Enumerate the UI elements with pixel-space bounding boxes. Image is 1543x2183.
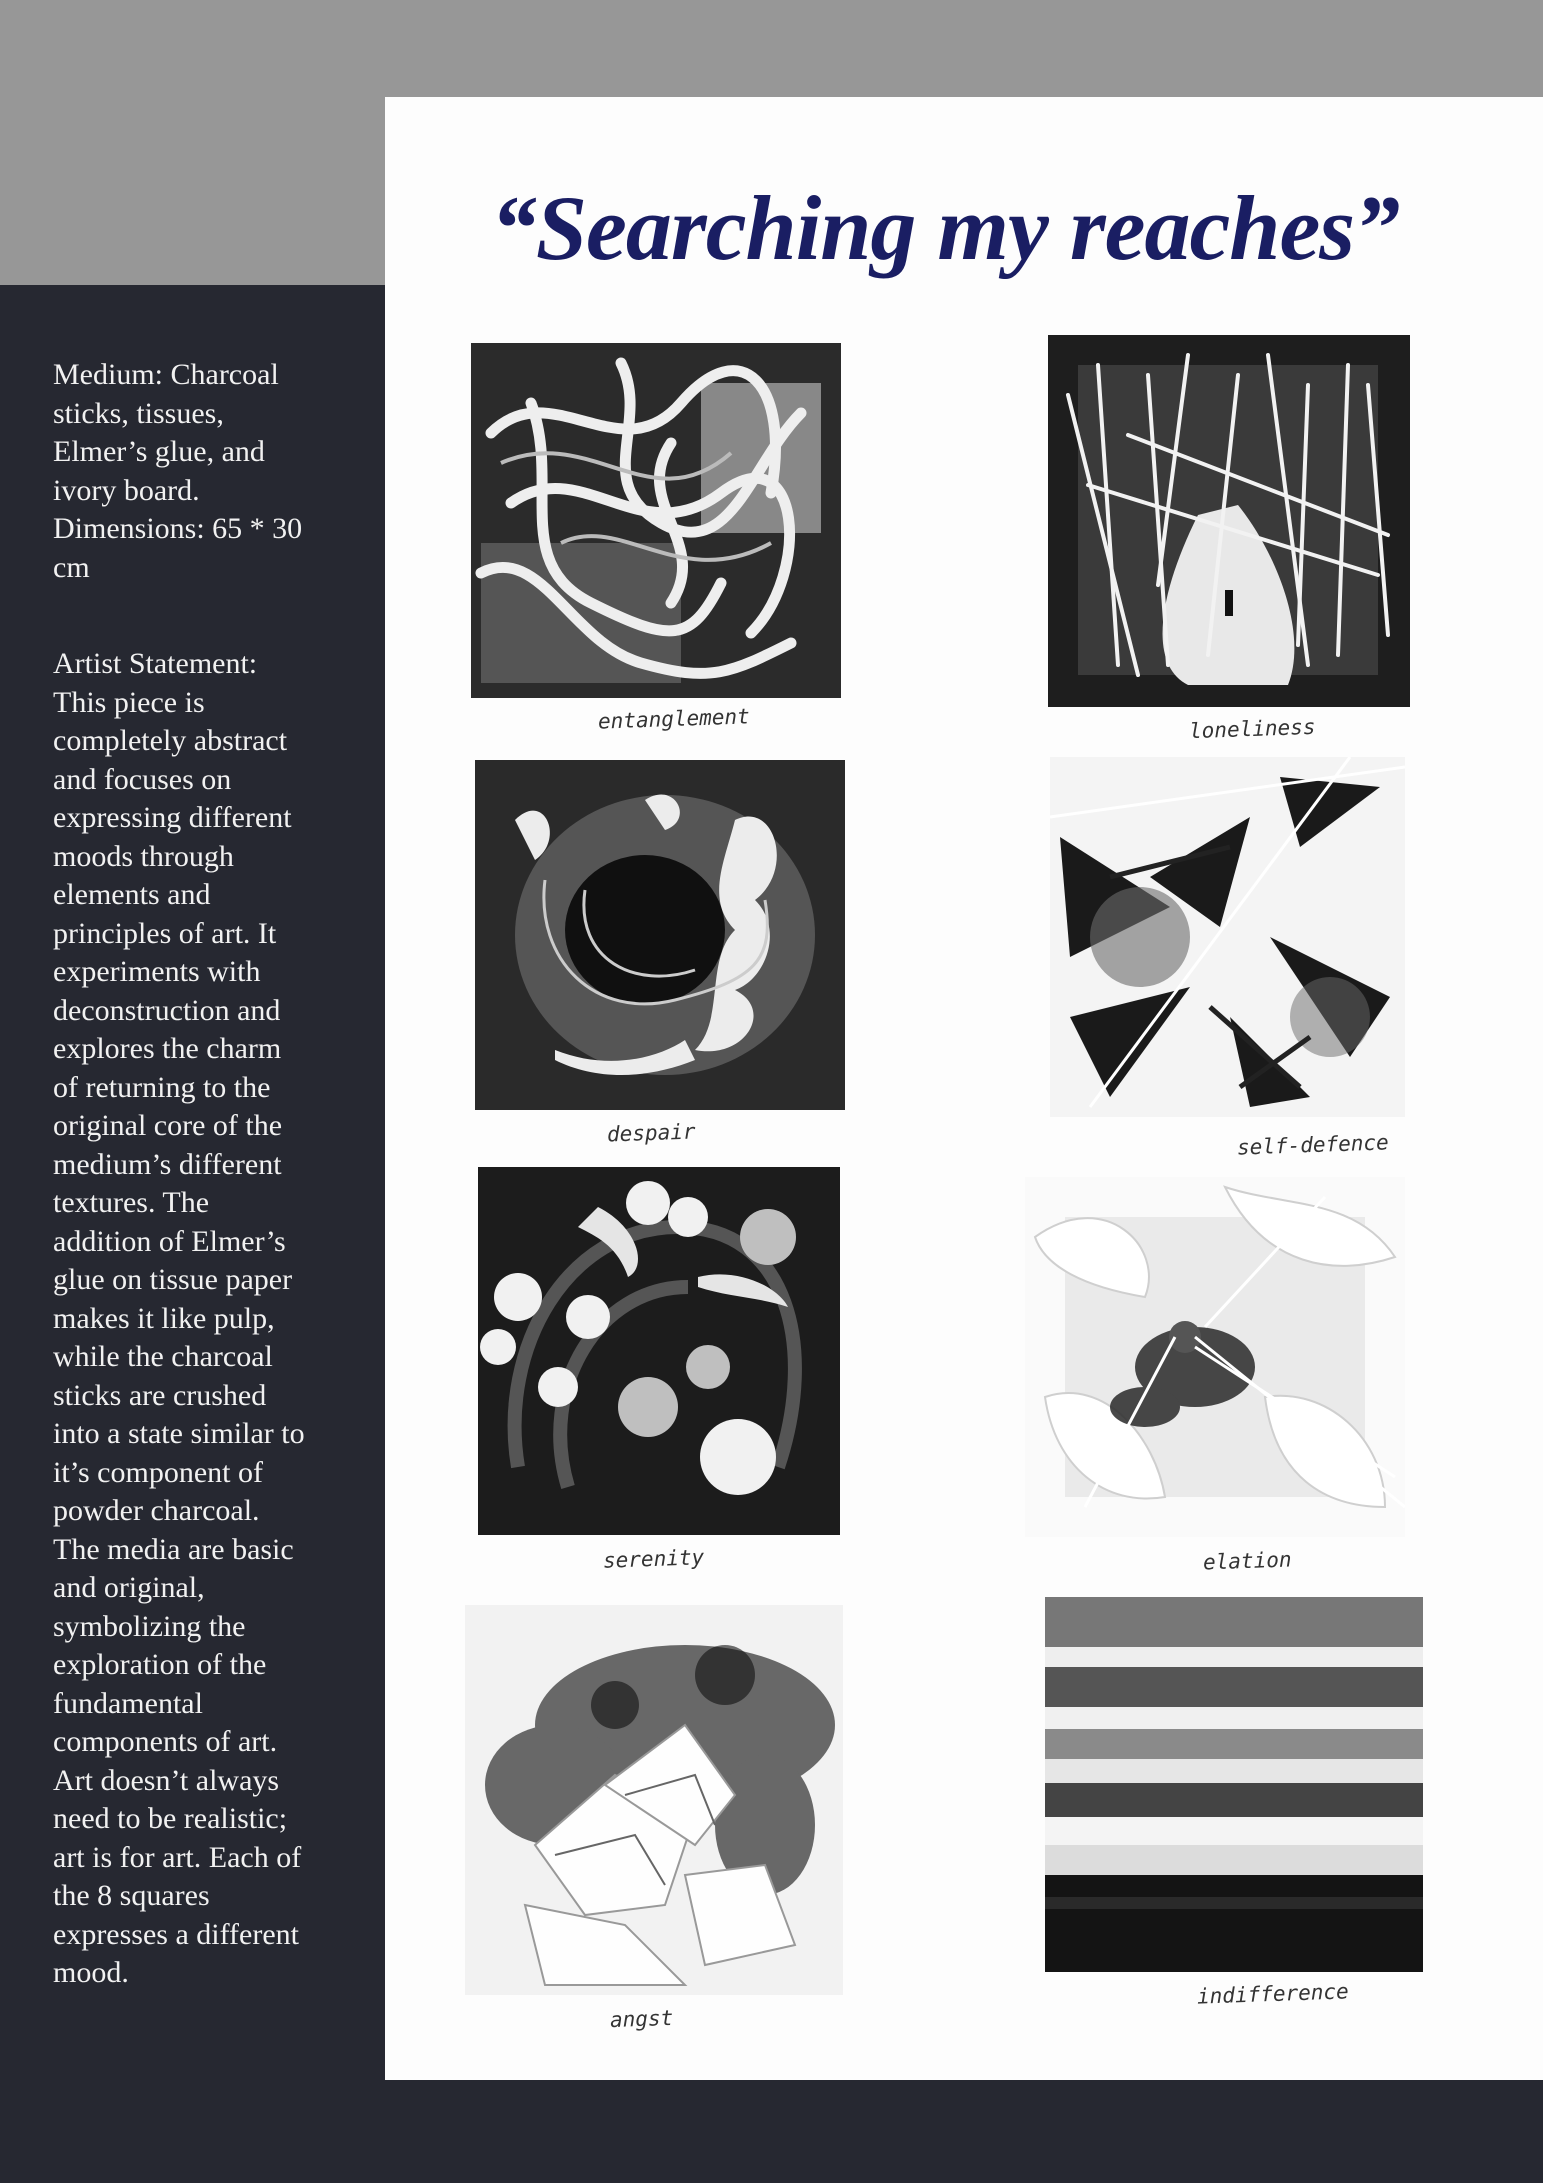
- medium-dimensions-text: Medium: Charcoal sticks, tissues, Elmer’s glue, and ivory board. Dimensions: 65 * 30 cm: [53, 358, 303, 584]
- dark-swirl-artwork: [475, 760, 845, 1110]
- panel-despair: [475, 760, 845, 1110]
- panel-loneliness: [1048, 335, 1410, 707]
- stripes-artwork: [1045, 1597, 1423, 1972]
- crumpled-artwork: [465, 1605, 843, 1995]
- caption-elation: elation: [1202, 1547, 1292, 1575]
- panel-self-defence: [1050, 757, 1405, 1117]
- panel-angst: [465, 1605, 843, 1995]
- panel-indifference: [1045, 1597, 1423, 1972]
- artist-statement-text: Artist Statement: This piece is completely abstract and focuses on expressing different moods through elements and principles of art. It experiments with deconstruction and explores the charm of returning to the original core of the medium’s different textures. The addition of Elmer’s glue on tissue paper makes it like pulp, while the charcoal sticks are crushed into a state similar to it’s component of powder charcoal. The media are basic and original, symbolizing the exploration of the fundamental components of art. Art doesn’t always need to be realistic; art is for art. Each of the 8 squares expresses a different mood.: [53, 647, 305, 1989]
- panel-elation: [1025, 1177, 1405, 1537]
- caption-serenity: serenity: [602, 1545, 705, 1573]
- artwork-sheet: [385, 97, 1543, 2080]
- panel-serenity: [478, 1167, 840, 1535]
- caption-indifference: indifference: [1196, 1979, 1350, 2009]
- caption-loneliness: loneliness: [1188, 714, 1316, 744]
- caption-entanglement: entanglement: [597, 704, 751, 734]
- caption-self-defence: self-defence: [1236, 1130, 1390, 1160]
- circles-artwork: [478, 1167, 840, 1535]
- sidebar: [0, 285, 385, 2080]
- vertical-lines-artwork: [1048, 335, 1410, 707]
- caption-angst: angst: [609, 2005, 674, 2033]
- bottom-dark-band: [0, 2080, 1543, 2183]
- shards-artwork: [1050, 757, 1405, 1117]
- burst-artwork: [1025, 1177, 1405, 1537]
- panel-entanglement: [471, 343, 841, 698]
- caption-despair: despair: [606, 1119, 696, 1147]
- tangled-tissue-artwork: [471, 343, 841, 698]
- artwork-title: “Searching my reaches”: [490, 177, 1400, 279]
